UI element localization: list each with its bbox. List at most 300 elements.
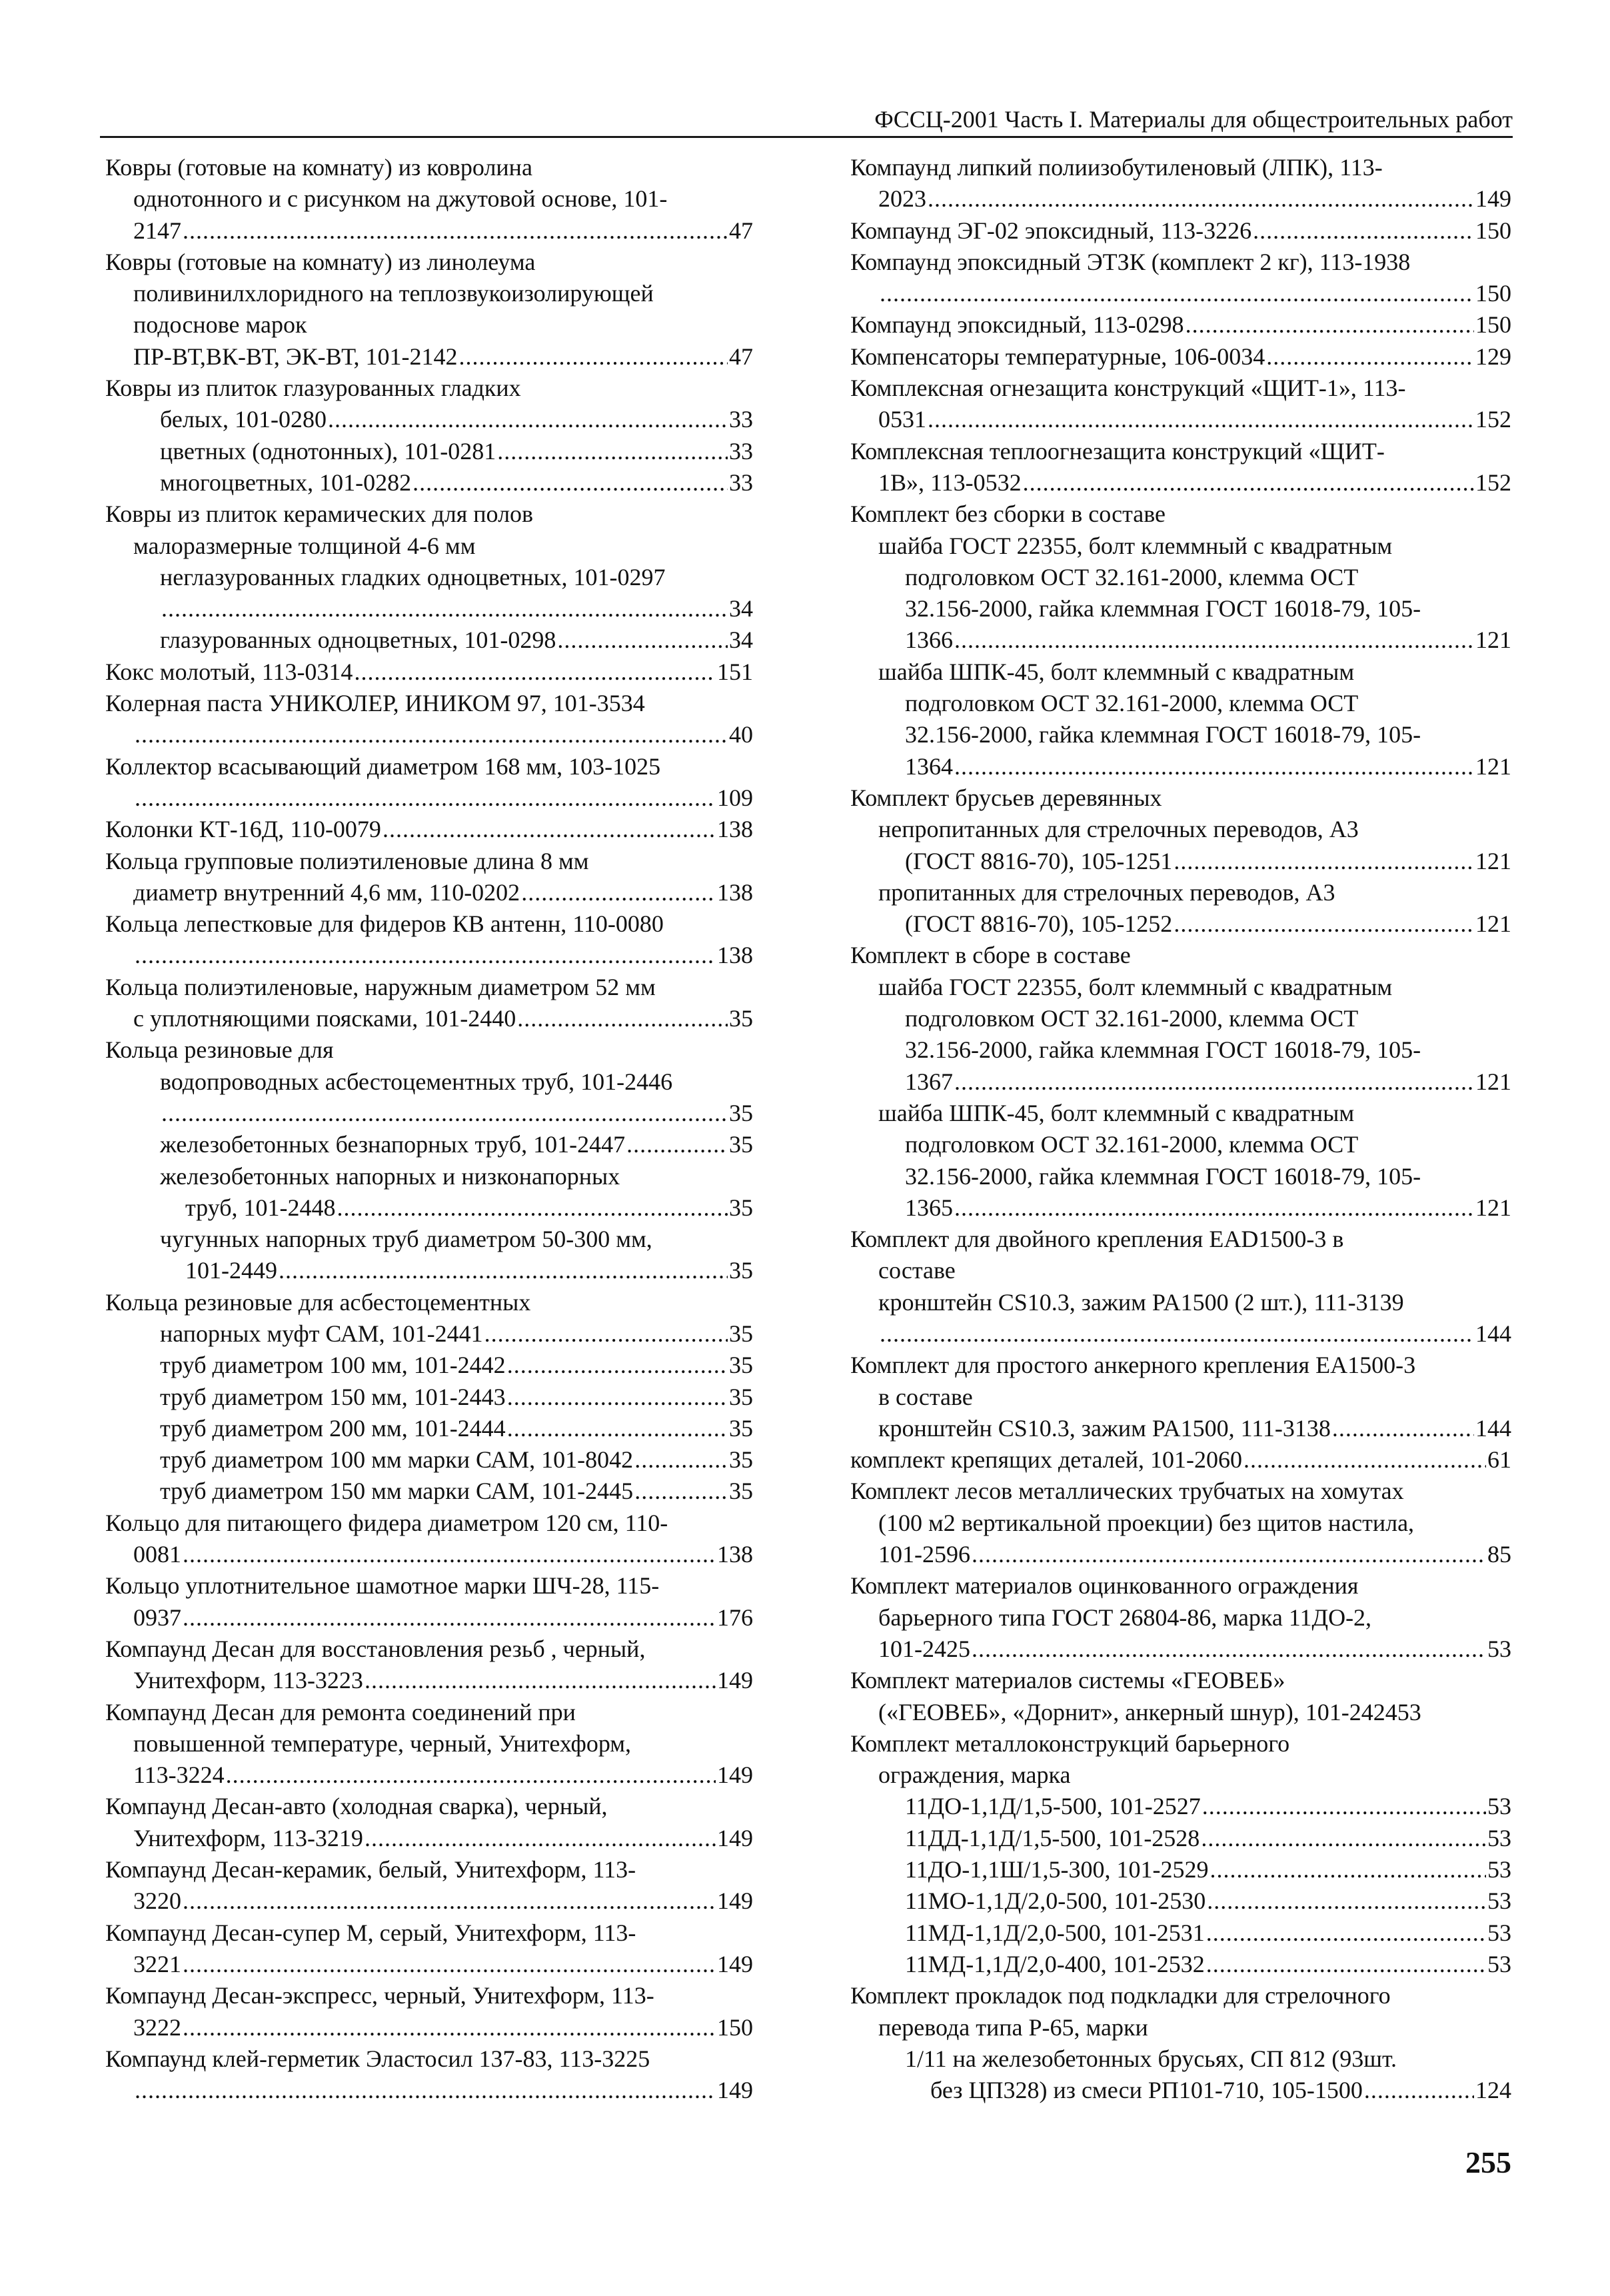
index-entry-text: в составе xyxy=(878,1383,973,1410)
dot-leader xyxy=(226,1759,716,1791)
index-entry-line xyxy=(105,688,753,719)
index-entry-text: 11ДО-1,1Ш/1,5-300, 101-2529 xyxy=(905,1856,1209,1883)
index-entry-line xyxy=(850,782,1511,814)
index-entry-line xyxy=(850,1665,1511,1696)
index-entry-text: 11ДД-1,1Д/1,5-500, 101-2528 xyxy=(905,1824,1200,1851)
index-entry-text: шайба ШПК-45, болт клеммный с квадратным xyxy=(878,1099,1355,1126)
dot-leader xyxy=(354,656,716,688)
dot-leader xyxy=(1243,1444,1486,1476)
index-entry-line xyxy=(850,1917,1511,1949)
index-entry-line xyxy=(850,215,1511,247)
index-entry-page: 34 xyxy=(729,595,753,622)
index-entry-text: Комплексная огнезащита конструкций «ЩИТ-1», 113- xyxy=(850,375,1406,402)
index-entry-page: 138 xyxy=(717,878,753,906)
index-entry-text: 32.156-2000, гайка клеммная ГОСТ 16018-79, 105- xyxy=(905,1036,1421,1064)
index-entry-line xyxy=(850,1476,1511,1507)
dot-leader xyxy=(383,814,716,845)
index-entry-text: 101-2596 xyxy=(878,1541,970,1568)
index-entry-page: 61 xyxy=(1487,1446,1511,1474)
index-entry-line xyxy=(850,152,1511,183)
dot-leader xyxy=(507,1382,728,1413)
index-entry-page: 33 xyxy=(729,406,753,433)
index-entry-text: труб диаметром 200 мм, 101-2444 xyxy=(160,1414,506,1442)
dot-leader xyxy=(1332,1413,1474,1444)
index-entry-text: Компаунд эпоксидный, 113-0298 xyxy=(850,311,1184,339)
index-entry-line xyxy=(105,1917,753,1949)
index-entry-line xyxy=(105,1854,753,1885)
index-entry-text: 2023 xyxy=(878,185,926,213)
page-number: 255 xyxy=(1465,2145,1511,2179)
index-entry-line xyxy=(850,1444,1511,1476)
index-entry-line xyxy=(105,2075,753,2106)
index-entry-text: Комплект для двойного крепления EAD1500-3 в xyxy=(850,1226,1344,1253)
index-entry-line xyxy=(850,846,1511,877)
index-entry-text: повышенной температуре, черный, Унитехформ, xyxy=(133,1729,632,1757)
index-entry-text: Кольца полиэтиленовые, наружным диаметром 52 мм xyxy=(105,973,656,1000)
index-entry-line xyxy=(105,1508,753,1539)
index-entry-text: труб диаметром 100 мм марки САМ, 101-8042 xyxy=(160,1446,634,1474)
index-entry-text: Унитехформ, 113-3223 xyxy=(133,1667,363,1694)
index-entry-line xyxy=(850,1697,1511,1728)
index-entry-line xyxy=(105,2043,753,2075)
index-entry-page: 35 xyxy=(729,1099,753,1126)
index-entry-text: Комплект металлоконструкций барьерного xyxy=(850,1729,1290,1757)
index-entry-line xyxy=(850,1287,1511,1318)
index-entry-text: Компаунд Десан-экспресс, черный, Унитехформ, 113- xyxy=(105,1982,654,2009)
index-entry-text: с уплотняющими поясками, 101-2440 xyxy=(133,1005,516,1032)
dot-leader xyxy=(517,1003,728,1034)
index-entry-page: 53 xyxy=(1487,1824,1511,1851)
dot-leader xyxy=(328,404,728,435)
dot-leader xyxy=(954,751,1474,782)
index-entry-text: неглазурованных гладких одноцветных, 101-0297 xyxy=(160,563,666,590)
index-entry-text: 0531 xyxy=(878,406,926,433)
index-entry-text: 11ДО-1,1Д/1,5-500, 101-2527 xyxy=(905,1793,1201,1820)
index-entry-page: 150 xyxy=(1475,217,1511,244)
index-entry-text: Компенсаторы температурные, 106-0034 xyxy=(850,343,1265,370)
dot-leader xyxy=(365,1823,716,1854)
dot-leader xyxy=(954,1192,1474,1224)
index-entry-page: 144 xyxy=(1475,1414,1511,1442)
index-entry-line xyxy=(850,562,1511,593)
index-entry-text: подголовком ОСТ 32.161-2000, клемма ОСТ xyxy=(905,1131,1359,1158)
index-entry-text: Комплект без сборки в составе xyxy=(850,501,1166,528)
index-entry-page: 35 xyxy=(729,1414,753,1442)
dot-leader xyxy=(634,1444,728,1476)
index-entry-text: железобетонных безнапорных труб, 101-2447 xyxy=(160,1131,626,1158)
dot-leader xyxy=(183,1602,716,1634)
index-entry-text: Ковры из плиток глазурованных гладких xyxy=(105,375,521,402)
index-entry-line xyxy=(850,751,1511,782)
index-entry-line xyxy=(850,2043,1511,2075)
index-entry-page: 149 xyxy=(1475,185,1511,213)
index-entry-text: шайба ШПК-45, болт клеммный с квадратным xyxy=(878,658,1355,685)
index-entry-text: 1367 xyxy=(905,1068,953,1095)
dot-leader xyxy=(1206,1917,1486,1949)
index-entry-text: Комплект для простого анкерного крепления EA1500-3 xyxy=(850,1352,1416,1379)
index-entry-line xyxy=(850,1192,1511,1224)
index-entry-text: подголовком ОСТ 32.161-2000, клемма ОСТ xyxy=(905,690,1359,717)
dot-leader xyxy=(279,1255,728,1286)
index-entry-page: 121 xyxy=(1475,910,1511,938)
index-entry-line xyxy=(105,593,753,624)
index-entry-line xyxy=(105,1665,753,1696)
index-entry-line xyxy=(850,814,1511,845)
index-entry-page: 129 xyxy=(1475,343,1511,370)
index-entry-line xyxy=(105,1318,753,1350)
index-entry-line xyxy=(105,1885,753,1917)
dot-leader xyxy=(928,183,1474,215)
index-entry-page: 150 xyxy=(717,2013,753,2041)
index-entry-line xyxy=(105,1003,753,1034)
index-entry-text: Комплект материалов системы «ГЕОВЕБ» xyxy=(850,1667,1285,1694)
index-entry-line xyxy=(105,972,753,1003)
index-entry-text: 3222 xyxy=(133,2013,181,2041)
index-entry-line xyxy=(105,1791,753,1822)
index-entry-text: подголовком ОСТ 32.161-2000, клемма ОСТ xyxy=(905,563,1359,590)
index-entry-text: Компаунд клей-герметик Эластосил 137-83, 113-3225 xyxy=(105,2045,650,2072)
index-entry-page: 149 xyxy=(717,1761,753,1789)
index-entry-line xyxy=(105,1539,753,1570)
index-entry-text: Кокс молотый, 113-0314 xyxy=(105,658,353,685)
index-entry-line xyxy=(105,1728,753,1759)
index-entry-text: 1365 xyxy=(905,1194,953,1221)
index-entry-line xyxy=(105,1287,753,1318)
index-entry-line xyxy=(105,152,753,183)
index-entry-line xyxy=(105,1444,753,1476)
dot-leader xyxy=(459,341,728,373)
index-entry-line xyxy=(850,2075,1511,2106)
index-entry-page: 35 xyxy=(729,1320,753,1347)
index-entry-line xyxy=(105,1382,753,1413)
index-entry-text: (ГОСТ 8816-70), 105-1252 xyxy=(905,910,1173,938)
dot-leader xyxy=(412,467,728,499)
index-entry-text: 32.156-2000, гайка клеммная ГОСТ 16018-79, 105- xyxy=(905,595,1421,622)
index-entry-text: водопроводных асбестоцементных труб, 101-2446 xyxy=(160,1068,673,1095)
index-entry-page: 35 xyxy=(729,1005,753,1032)
index-entry-text: комплект крепящих деталей, 101-2060 xyxy=(850,1446,1242,1474)
index-entry-text: барьерного типа ГОСТ 26804-86, марка 11ДО-2, xyxy=(878,1604,1372,1631)
index-entry-line xyxy=(850,1949,1511,1980)
index-entry-text: 113-3224 xyxy=(133,1761,225,1789)
index-entry-line xyxy=(105,309,753,341)
dot-leader xyxy=(972,1634,1486,1665)
index-entry-text: Кольцо для питающего фидера диаметром 120 см, 110- xyxy=(105,1509,668,1536)
index-entry-line xyxy=(105,1759,753,1791)
index-entry-text: белых, 101-0280 xyxy=(160,406,327,433)
index-entry-text: диаметр внутренний 4,6 мм, 110-0202 xyxy=(133,878,520,906)
index-entry-text: 1366 xyxy=(905,626,953,654)
index-entry-text: Ковры (готовые на комнату) из линолеума xyxy=(105,248,536,275)
index-entry-text: чугунных напорных труб диаметром 50-300 мм, xyxy=(160,1226,652,1253)
index-entry-text: шайба ГОСТ 22355, болт клеммный с квадратным xyxy=(878,973,1393,1000)
index-entry-text: Компаунд Десан-супер М, серый, Унитехформ, 113- xyxy=(105,1919,636,1946)
index-entry-page: 149 xyxy=(717,1887,753,1915)
index-entry-line xyxy=(850,1382,1511,1413)
index-entry-line xyxy=(850,1728,1511,1759)
index-entry-page: 47 xyxy=(729,217,753,244)
index-entry-text: однотонного и с рисунком на джутовой основе, 101- xyxy=(133,185,668,213)
index-entry-text: 11МО-1,1Д/2,0-500, 101-2530 xyxy=(905,1887,1206,1915)
dot-leader xyxy=(1174,846,1474,877)
dot-leader xyxy=(161,1098,728,1129)
index-entry-page: 121 xyxy=(1475,847,1511,874)
index-entry-page: 35 xyxy=(729,1257,753,1284)
index-entry-line xyxy=(850,278,1511,309)
index-entry-page: 35 xyxy=(729,1352,753,1379)
index-entry-text: малоразмерные толщиной 4-6 мм xyxy=(133,532,476,559)
index-entry-page: 85 xyxy=(1487,1541,1511,1568)
index-entry-text: 2147 xyxy=(133,217,181,244)
index-entry-line xyxy=(105,341,753,373)
index-entry-text: Компаунд Десан-керамик, белый, Унитехформ, 113- xyxy=(105,1856,636,1883)
dot-leader xyxy=(507,1350,728,1381)
index-entry-line xyxy=(105,624,753,656)
index-entry-line xyxy=(105,373,753,404)
index-entry-page: 152 xyxy=(1475,469,1511,496)
dot-leader xyxy=(880,278,1474,309)
dot-leader xyxy=(1174,908,1474,940)
index-entry-page: 138 xyxy=(717,816,753,843)
index-entry-text: кронштейн CS10.3, зажим PA1500, 111-3138 xyxy=(878,1414,1331,1442)
index-entry-text: Комплект материалов оцинкованного ограждения xyxy=(850,1572,1359,1600)
index-entry-line xyxy=(105,2012,753,2043)
index-entry-page: 138 xyxy=(717,942,753,969)
index-entry-line xyxy=(850,1413,1511,1444)
index-entry-page: 144 xyxy=(1475,1320,1511,1347)
dot-leader xyxy=(880,1318,1474,1350)
index-entry-page: 40 xyxy=(729,721,753,748)
index-entry-line xyxy=(105,1823,753,1854)
index-entry-line xyxy=(850,940,1511,971)
index-entry-line xyxy=(105,436,753,467)
dot-leader xyxy=(1186,309,1474,341)
index-entry-line xyxy=(850,341,1511,373)
index-entry-text: труб диаметром 150 мм, 101-2443 xyxy=(160,1383,506,1410)
index-entry-page: 151 xyxy=(717,658,753,685)
index-entry-page: 53 xyxy=(1487,1919,1511,1946)
index-entry-line xyxy=(105,719,753,750)
index-entry-text: Колонки КТ-16Д, 110-0079 xyxy=(105,816,381,843)
index-entry-text: ПР-ВТ,ВК-ВТ, ЭК-ВТ, 101-2142 xyxy=(133,343,458,370)
index-entry-line xyxy=(105,1980,753,2011)
index-entry-text: ограждения, марка xyxy=(878,1761,1071,1789)
index-entry-text: Кольца лепестковые для фидеров КВ антенн, 110-0080 xyxy=(105,910,664,938)
index-entry-line xyxy=(850,624,1511,656)
index-column-left xyxy=(105,152,753,2106)
index-entry-text: 101-2425 xyxy=(878,1635,970,1662)
index-entry-text: Унитехформ, 113-3219 xyxy=(133,1824,363,1851)
index-entry-text: Компаунд Десан для ремонта соединений при xyxy=(105,1698,576,1725)
index-entry-line xyxy=(850,1539,1511,1570)
dot-leader xyxy=(183,2012,716,2043)
running-header xyxy=(100,93,1513,138)
index-entry-text: Ковры из плиток керамических для полов xyxy=(105,501,534,528)
index-entry-line xyxy=(850,1255,1511,1286)
index-entry-line xyxy=(850,1980,1511,2011)
index-entry-text: Компаунд Десан для восстановления резьб , черный, xyxy=(105,1635,646,1662)
index-entry-page: 152 xyxy=(1475,406,1511,433)
dot-leader xyxy=(1364,2075,1474,2106)
dot-leader xyxy=(1201,1823,1486,1854)
index-entry-text: 32.156-2000, гайка клеммная ГОСТ 16018-79, 105- xyxy=(905,1162,1421,1190)
dot-leader xyxy=(135,719,728,750)
index-entry-page: 53 xyxy=(1487,1950,1511,1977)
index-entry-text: 11МД-1,1Д/2,0-400, 101-2532 xyxy=(905,1950,1205,1977)
index-entry-page: 149 xyxy=(717,1824,753,1851)
dot-leader xyxy=(161,593,728,624)
index-entry-text: Компаунд эпоксидный ЭТЗК (комплект 2 кг), 113-1938 xyxy=(850,248,1411,275)
index-entry-line xyxy=(105,1413,753,1444)
dot-leader xyxy=(497,436,728,467)
dot-leader xyxy=(954,1066,1474,1098)
dot-leader xyxy=(557,624,728,656)
dot-leader xyxy=(183,215,728,247)
index-entry-text: Комплект брусьев деревянных xyxy=(850,784,1162,811)
index-entry-text: пропитанных для стрелочных переводов, А3 xyxy=(878,878,1335,906)
index-entry-page: 35 xyxy=(729,1194,753,1221)
index-entry-text: 11МД-1,1Д/2,0-500, 101-2531 xyxy=(905,1919,1205,1946)
dot-leader xyxy=(626,1129,728,1160)
index-entry-line xyxy=(850,1854,1511,1885)
dot-leader xyxy=(1202,1791,1486,1822)
index-entry-text: Кольца групповые полиэтиленовые длина 8 мм xyxy=(105,847,589,874)
index-entry-line xyxy=(105,1949,753,1980)
index-entry-line xyxy=(850,1066,1511,1098)
index-entry-text: перевода типа Р-65, марки xyxy=(878,2013,1148,2041)
index-entry-line xyxy=(105,1129,753,1160)
index-entry-line xyxy=(850,1318,1511,1350)
index-entry-text: подоснове марок xyxy=(133,311,307,339)
index-entry-text: (ГОСТ 8816-70), 105-1251 xyxy=(905,847,1173,874)
index-entry-text: многоцветных, 101-0282 xyxy=(160,469,412,496)
index-entry-text: Комплексная теплоогнезащита конструкций «ЩИТ- xyxy=(850,437,1385,465)
index-entry-line xyxy=(105,215,753,247)
index-entry-line xyxy=(105,404,753,435)
index-entry-line xyxy=(850,1129,1511,1160)
index-entry-line xyxy=(850,531,1511,562)
dot-leader xyxy=(1023,467,1474,499)
index-entry-line xyxy=(850,1602,1511,1634)
index-entry-page: 53 xyxy=(1487,1856,1511,1883)
index-entry-line xyxy=(105,846,753,877)
dot-leader xyxy=(928,404,1474,435)
index-entry-line xyxy=(105,183,753,215)
index-entry-text: Комплект лесов металлических трубчатых на хомутах xyxy=(850,1478,1404,1505)
index-entry-line xyxy=(105,1066,753,1098)
dot-leader xyxy=(183,1539,716,1570)
index-entry-text: 1/11 на железобетонных брусьях, СП 812 (93шт. xyxy=(905,2045,1397,2072)
dot-leader xyxy=(1210,1854,1486,1885)
dot-leader xyxy=(954,624,1474,656)
index-entry-page: 121 xyxy=(1475,1068,1511,1095)
index-entry-line xyxy=(105,656,753,688)
index-entry-page: 35 xyxy=(729,1383,753,1410)
index-entry-text: Колерная паста УНИКОЛЕР, ИНИКОМ 97, 101-3534 xyxy=(105,690,645,717)
dot-leader xyxy=(183,1949,716,1980)
index-entry-line xyxy=(850,1350,1511,1381)
index-entry-text: Коллектор всасывающий диаметром 168 мм, 103-1025 xyxy=(105,752,661,780)
dot-leader xyxy=(135,782,716,814)
index-entry-page: 149 xyxy=(717,1950,753,1977)
index-entry-line xyxy=(850,877,1511,908)
index-entry-page: 34 xyxy=(729,626,753,654)
index-entry-text: Кольца резиновые для xyxy=(105,1036,334,1064)
index-entry-text: поливинилхлоридного на теплозвукоизолирующей xyxy=(133,280,654,307)
index-entry-line xyxy=(105,1224,753,1255)
index-entry-text: 32.156-2000, гайка клеммная ГОСТ 16018-79, 105- xyxy=(905,721,1421,748)
index-entry-text: Кольца резиновые для асбестоцементных xyxy=(105,1288,531,1316)
index-entry-page: 176 xyxy=(717,1604,753,1631)
index-entry-text: глазурованных одноцветных, 101-0298 xyxy=(160,626,556,654)
index-entry-text: («ГЕОВЕБ», «Дорнит», анкерный шнур), 101-242453 xyxy=(878,1698,1421,1725)
dot-leader xyxy=(1207,1885,1486,1917)
index-entry-line xyxy=(105,1034,753,1066)
index-entry-page: 35 xyxy=(729,1446,753,1474)
dot-leader xyxy=(521,877,716,908)
index-entry-line xyxy=(850,1791,1511,1822)
index-entry-text: без ЦП328) из смеси РП101-710, 105-1500 xyxy=(930,2077,1363,2104)
index-entry-line xyxy=(850,373,1511,404)
index-entry-line xyxy=(105,499,753,530)
index-entry-page: 53 xyxy=(1487,1793,1511,1820)
index-entry-text: Компаунд липкий полиизобутиленовый (ЛПК), 113- xyxy=(850,154,1383,181)
index-entry-line xyxy=(105,751,753,782)
index-entry-page: 109 xyxy=(717,784,753,811)
index-entry-page: 53 xyxy=(1487,1635,1511,1662)
index-entry-text: кронштейн CS10.3, зажим PA1500 (2 шт.), 111-3139 xyxy=(878,1288,1404,1316)
dot-leader xyxy=(1266,341,1474,373)
index-entry-page: 150 xyxy=(1475,280,1511,307)
index-entry-text: 0937 xyxy=(133,1604,181,1631)
index-entry-text: труб диаметром 100 мм, 101-2442 xyxy=(160,1352,506,1379)
index-entry-text: 1В», 113-0532 xyxy=(878,469,1022,496)
running-header-title: ФССЦ-2001 Часть I. Материалы для общестроительных работ xyxy=(874,106,1513,133)
index-entry-text: 3220 xyxy=(133,1887,181,1915)
index-entry-line xyxy=(850,972,1511,1003)
dot-leader xyxy=(135,2075,716,2106)
index-entry-line xyxy=(850,1508,1511,1539)
index-entry-line xyxy=(105,1350,753,1381)
index-entry-page: 121 xyxy=(1475,1194,1511,1221)
index-entry-line xyxy=(850,1003,1511,1034)
index-entry-text: 1364 xyxy=(905,752,953,780)
index-entry-line xyxy=(850,719,1511,750)
index-entry-page: 33 xyxy=(729,469,753,496)
index-entry-text: Компаунд ЭГ-02 эпоксидный, 113-3226 xyxy=(850,217,1252,244)
index-entry-line xyxy=(105,1476,753,1507)
index-entry-page: 33 xyxy=(729,437,753,465)
index-entry-line xyxy=(105,1161,753,1192)
dot-leader xyxy=(365,1665,716,1696)
index-entry-line xyxy=(105,814,753,845)
index-entry-line xyxy=(105,1634,753,1665)
index-entry-page: 149 xyxy=(717,1667,753,1694)
index-entry-text: 0081 xyxy=(133,1541,181,1568)
dot-leader xyxy=(183,1885,716,1917)
index-entry-line xyxy=(850,1759,1511,1791)
index-entry-page: 124 xyxy=(1475,2077,1511,2104)
dot-leader xyxy=(634,1476,728,1507)
index-entry-line xyxy=(105,1255,753,1286)
index-entry-text: непропитанных для стрелочных переводов, А3 xyxy=(878,816,1359,843)
index-entry-line xyxy=(105,1098,753,1129)
index-entry-line xyxy=(850,1570,1511,1602)
index-entry-line xyxy=(850,499,1511,530)
index-entry-line xyxy=(105,278,753,309)
index-entry-line xyxy=(850,1034,1511,1066)
dot-leader xyxy=(972,1539,1486,1570)
